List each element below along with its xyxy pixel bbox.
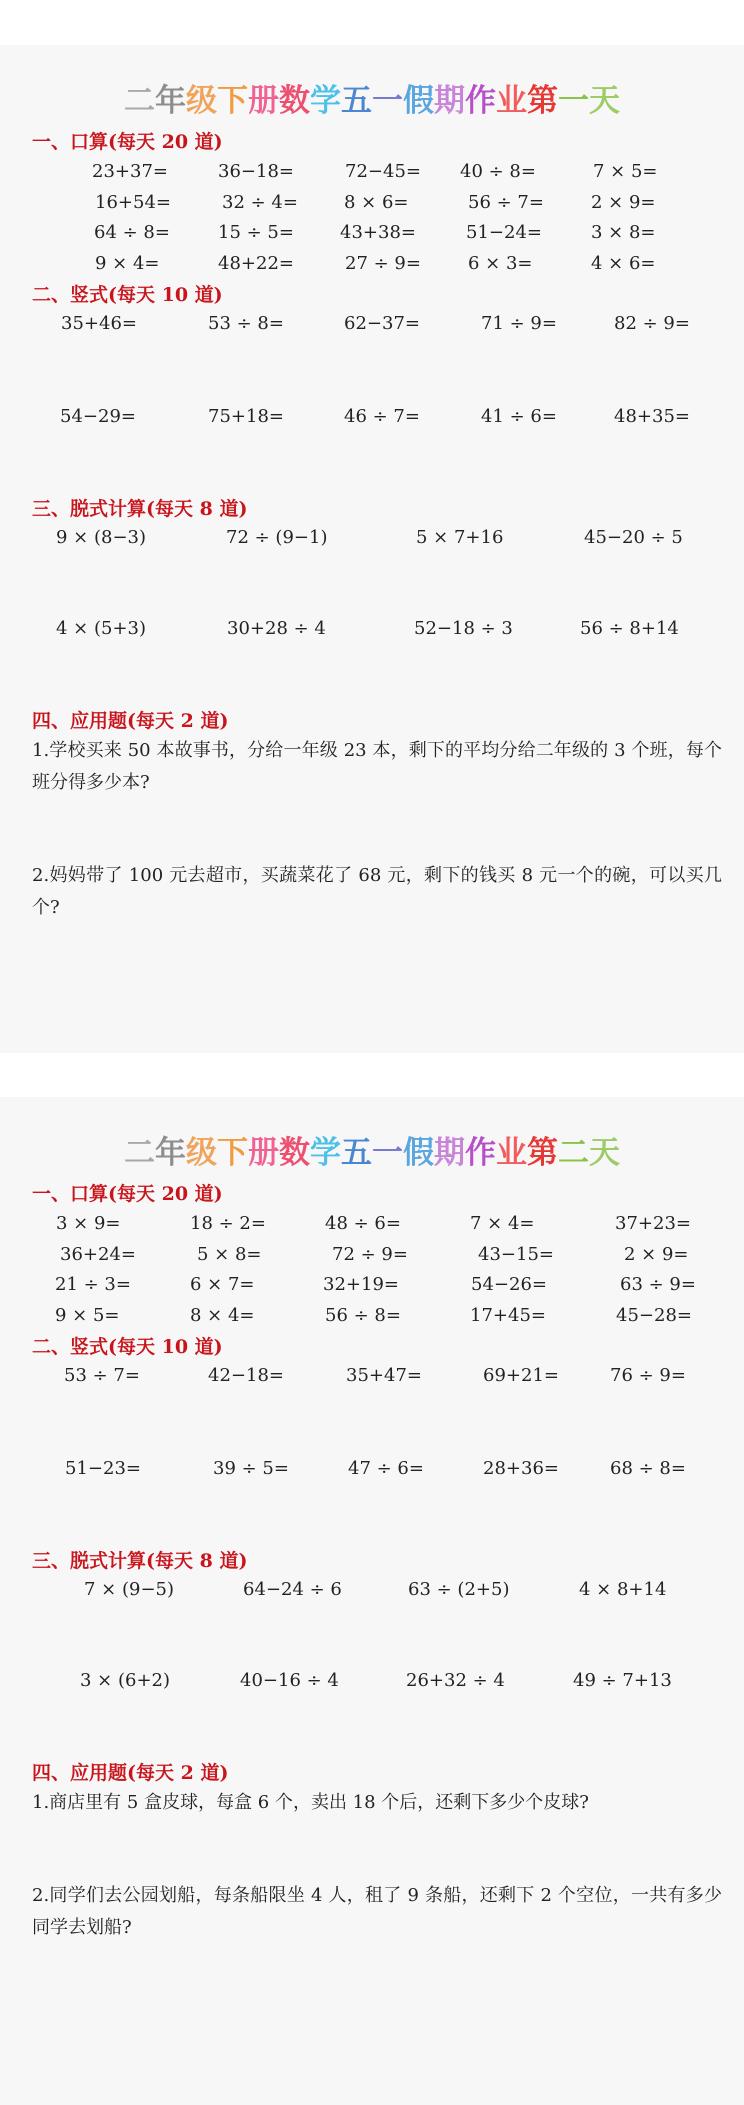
vertical-item: 53 ÷ 7=: [64, 1365, 140, 1386]
vertical-item: 39 ÷ 5=: [213, 1458, 289, 1479]
vertical-item: 35+47=: [346, 1365, 422, 1386]
stepwise-item: 4 × (5+3): [56, 618, 147, 639]
oral-item: 32 ÷ 4=: [222, 192, 298, 213]
title-char: 天: [589, 83, 620, 119]
title-char: 学: [310, 1135, 341, 1171]
title-char: 一: [558, 83, 589, 119]
oral-item: 72−45=: [345, 161, 421, 182]
vertical-item: 28+36=: [483, 1458, 559, 1479]
section-oral-title: 一、口算(每天 20 道): [32, 131, 223, 153]
title-char: 业: [496, 1135, 527, 1171]
title-char: 下: [217, 83, 248, 119]
title-char: 一: [372, 83, 403, 119]
title-char: 年: [155, 83, 186, 119]
oral-item: 21 ÷ 3=: [55, 1274, 131, 1295]
title-char: 级: [186, 1135, 217, 1171]
oral-item: 9 × 4=: [95, 253, 160, 274]
oral-item: 45−28=: [616, 1305, 692, 1326]
title-char: 册: [248, 1135, 279, 1171]
oral-item: 51−24=: [466, 222, 542, 243]
vertical-item: 69+21=: [483, 1365, 559, 1386]
section-word-problems-title: 四、应用题(每天 2 道): [32, 710, 229, 732]
worksheet-day-2: [0, 1097, 744, 2105]
oral-item: 56 ÷ 8=: [325, 1305, 401, 1326]
oral-item: 48 ÷ 6=: [325, 1213, 401, 1234]
oral-item: 63 ÷ 9=: [620, 1274, 696, 1295]
oral-item: 48+22=: [218, 253, 294, 274]
stepwise-item: 4 × 8+14: [579, 1579, 667, 1600]
oral-item: 23+37=: [92, 161, 168, 182]
title-char: 级: [186, 83, 217, 119]
oral-item: 54−26=: [471, 1274, 547, 1295]
worksheet-day-1: [0, 45, 744, 1053]
stepwise-item: 52−18 ÷ 3: [414, 618, 513, 639]
oral-item: 15 ÷ 5=: [218, 222, 294, 243]
word-problem: 1.学校买来 50 本故事书，分给一年级 23 本，剩下的平均分给二年级的 3 个班，每个班分得多少本?: [32, 740, 722, 793]
oral-item: 4 × 6=: [591, 253, 656, 274]
title-char: 下: [217, 1135, 248, 1171]
oral-item: 6 × 3=: [468, 253, 533, 274]
title-char: 假: [403, 83, 434, 119]
stepwise-item: 30+28 ÷ 4: [227, 618, 326, 639]
vertical-item: 46 ÷ 7=: [344, 406, 420, 427]
title-char: 学: [310, 83, 341, 119]
oral-item: 18 ÷ 2=: [190, 1213, 266, 1234]
oral-item: 5 × 8=: [197, 1244, 262, 1265]
vertical-item: 47 ÷ 6=: [348, 1458, 424, 1479]
section-word-problems-title: 四、应用题(每天 2 道): [32, 1762, 229, 1784]
oral-item: 64 ÷ 8=: [94, 222, 170, 243]
title-char: 业: [496, 83, 527, 119]
oral-item: 72 ÷ 9=: [332, 1244, 408, 1265]
oral-item: 7 × 5=: [593, 161, 658, 182]
page-title: [0, 75, 744, 120]
section-oral-title: 一、口算(每天 20 道): [32, 1183, 223, 1205]
stepwise-item: 45−20 ÷ 5: [584, 527, 683, 548]
oral-item: 3 × 9=: [56, 1213, 121, 1234]
stepwise-item: 3 × (6+2): [80, 1670, 171, 1691]
title-char: 二: [124, 83, 155, 119]
stepwise-item: 49 ÷ 7+13: [573, 1670, 672, 1691]
vertical-item: 76 ÷ 9=: [610, 1365, 686, 1386]
oral-item: 36−18=: [218, 161, 294, 182]
stepwise-item: 72 ÷ (9−1): [226, 527, 328, 548]
vertical-item: 41 ÷ 6=: [481, 406, 557, 427]
word-problem: 2.妈妈带了 100 元去超市，买蔬菜花了 68 元，剩下的钱买 8 元一个的碗，可以买几个?: [32, 865, 722, 918]
stepwise-item: 64−24 ÷ 6: [243, 1579, 342, 1600]
vertical-item: 53 ÷ 8=: [208, 313, 284, 334]
title-char: 数: [279, 1135, 310, 1171]
word-problem: 2.同学们去公园划船，每条船限坐 4 人，租了 9 条船，还剩下 2 个空位，一共有多少同学去划船?: [32, 1885, 722, 1938]
oral-item: 8 × 4=: [190, 1305, 255, 1326]
title-char: 作: [465, 83, 496, 119]
section-vertical-title: 二、竖式(每天 10 道): [32, 1336, 223, 1358]
section-vertical-title: 二、竖式(每天 10 道): [32, 284, 223, 306]
title-char: 期: [434, 83, 465, 119]
oral-item: 3 × 8=: [591, 222, 656, 243]
section-stepwise-title: 三、脱式计算(每天 8 道): [32, 1550, 248, 1572]
oral-item: 2 × 9=: [624, 1244, 689, 1265]
vertical-item: 82 ÷ 9=: [614, 313, 690, 334]
oral-item: 7 × 4=: [470, 1213, 535, 1234]
stepwise-item: 40−16 ÷ 4: [240, 1670, 339, 1691]
page-title: [0, 1127, 744, 1172]
title-char: 一: [372, 1135, 403, 1171]
title-char: 假: [403, 1135, 434, 1171]
stepwise-item: 9 × (8−3): [56, 527, 147, 548]
oral-item: 43+38=: [340, 222, 416, 243]
oral-item: 17+45=: [470, 1305, 546, 1326]
oral-item: 43−15=: [478, 1244, 554, 1265]
vertical-item: 75+18=: [208, 406, 284, 427]
stepwise-item: 63 ÷ (2+5): [408, 1579, 510, 1600]
oral-item: 9 × 5=: [55, 1305, 120, 1326]
vertical-item: 71 ÷ 9=: [481, 313, 557, 334]
oral-item: 37+23=: [615, 1213, 691, 1234]
stepwise-item: 56 ÷ 8+14: [580, 618, 679, 639]
title-char: 第: [527, 1135, 558, 1171]
oral-item: 27 ÷ 9=: [345, 253, 421, 274]
oral-item: 2 × 9=: [591, 192, 656, 213]
oral-item: 16+54=: [95, 192, 171, 213]
oral-item: 8 × 6=: [344, 192, 409, 213]
stepwise-item: 26+32 ÷ 4: [406, 1670, 505, 1691]
vertical-item: 62−37=: [344, 313, 420, 334]
title-char: 年: [155, 1135, 186, 1171]
stepwise-item: 5 × 7+16: [416, 527, 504, 548]
title-char: 二: [558, 1135, 589, 1171]
vertical-item: 42−18=: [208, 1365, 284, 1386]
title-char: 天: [589, 1135, 620, 1171]
title-char: 期: [434, 1135, 465, 1171]
title-char: 数: [279, 83, 310, 119]
oral-item: 32+19=: [323, 1274, 399, 1295]
word-problem: 1.商店里有 5 盒皮球，每盒 6 个，卖出 18 个后，还剩下多少个皮球?: [32, 1792, 589, 1813]
oral-item: 36+24=: [60, 1244, 136, 1265]
vertical-item: 35+46=: [61, 313, 137, 334]
vertical-item: 48+35=: [614, 406, 690, 427]
vertical-item: 54−29=: [60, 406, 136, 427]
oral-item: 56 ÷ 7=: [468, 192, 544, 213]
vertical-item: 51−23=: [65, 1458, 141, 1479]
title-char: 第: [527, 83, 558, 119]
title-char: 册: [248, 83, 279, 119]
title-char: 五: [341, 1135, 372, 1171]
title-char: 二: [124, 1135, 155, 1171]
title-char: 五: [341, 83, 372, 119]
section-stepwise-title: 三、脱式计算(每天 8 道): [32, 498, 248, 520]
vertical-item: 68 ÷ 8=: [610, 1458, 686, 1479]
oral-item: 6 × 7=: [190, 1274, 255, 1295]
stepwise-item: 7 × (9−5): [84, 1579, 175, 1600]
title-char: 作: [465, 1135, 496, 1171]
oral-item: 40 ÷ 8=: [460, 161, 536, 182]
